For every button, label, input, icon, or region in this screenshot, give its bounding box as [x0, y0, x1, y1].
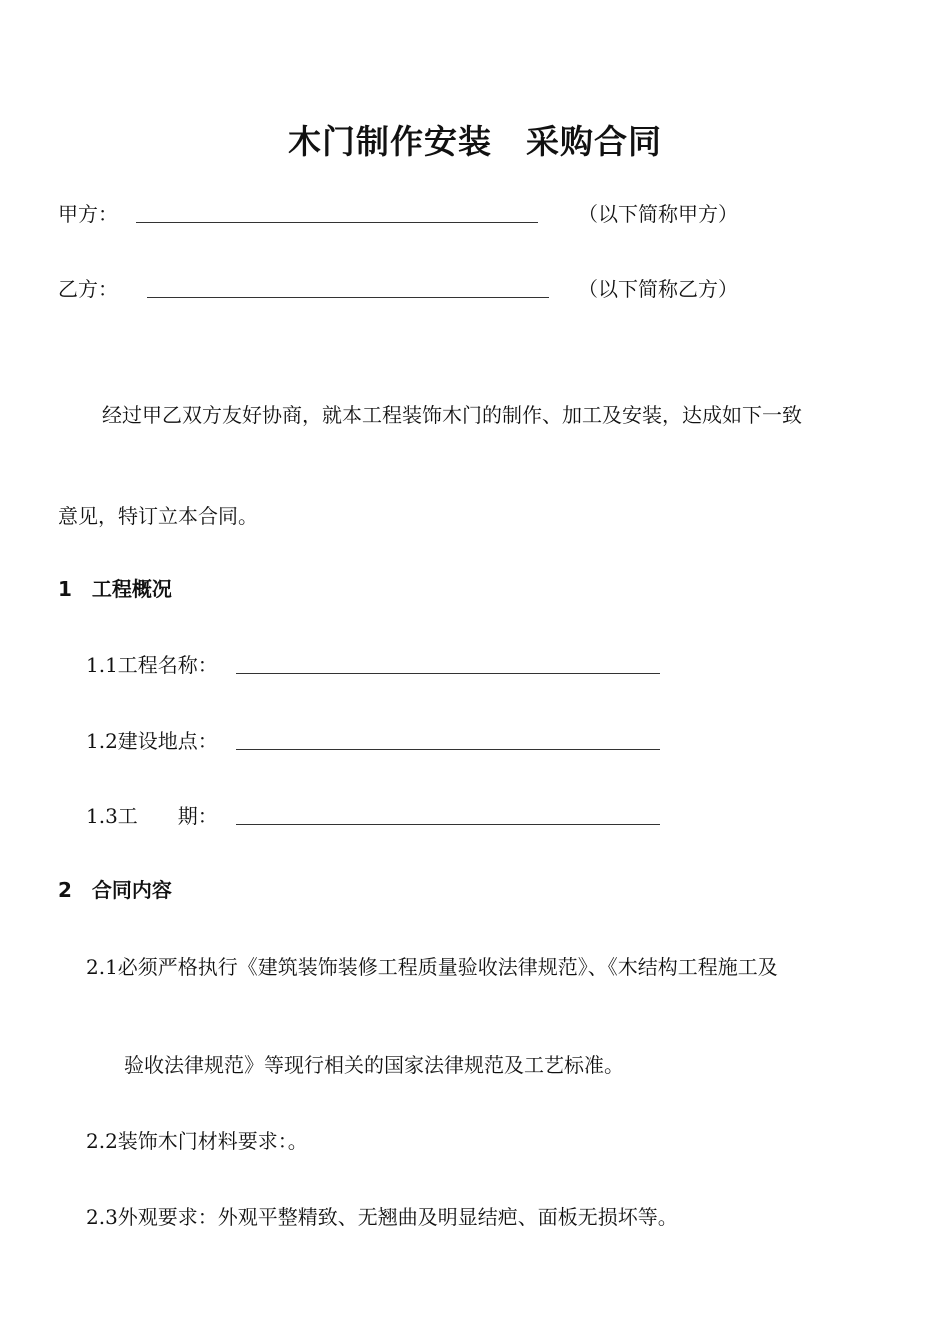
intro-line-1: 经过甲乙双方友好协商，就本工程装饰木门的制作、加工及安装，达成如下一致	[102, 403, 802, 427]
construction-period-label: 1.3工 期：	[86, 804, 218, 828]
section-2-heading: 2 合同内容	[58, 878, 172, 902]
construction-site-label: 1.2建设地点：	[86, 729, 218, 753]
clause-2-2: 2.2装饰木门材料要求：。	[86, 1129, 308, 1153]
clause-2-1-line-1: 2.1必须严格执行《建筑装饰装修工程质量验收法律规范》、《木结构工程施工及	[86, 955, 778, 979]
construction-site-blank-line	[236, 749, 660, 750]
party-a-note: （以下简称甲方）	[578, 202, 738, 226]
document-title: 木门制作安装 采购合同	[288, 122, 662, 161]
project-name-blank-line	[236, 673, 660, 674]
party-a-blank-line	[136, 222, 538, 223]
party-a-label: 甲方：	[58, 202, 118, 226]
intro-line-2: 意见，特订立本合同。	[58, 504, 258, 528]
party-b-blank-line	[147, 297, 549, 298]
clause-2-1-line-2: 验收法律规范》等现行相关的国家法律规范及工艺标准。	[124, 1053, 624, 1077]
party-b-label: 乙方：	[58, 277, 118, 301]
construction-period-blank-line	[236, 824, 660, 825]
party-b-note: （以下简称乙方）	[578, 277, 738, 301]
clause-2-3: 2.3外观要求：外观平整精致、无翘曲及明显结疤、面板无损坏等。	[86, 1205, 678, 1229]
section-1-heading: 1 工程概况	[58, 577, 172, 601]
project-name-label: 1.1工程名称：	[86, 653, 218, 677]
